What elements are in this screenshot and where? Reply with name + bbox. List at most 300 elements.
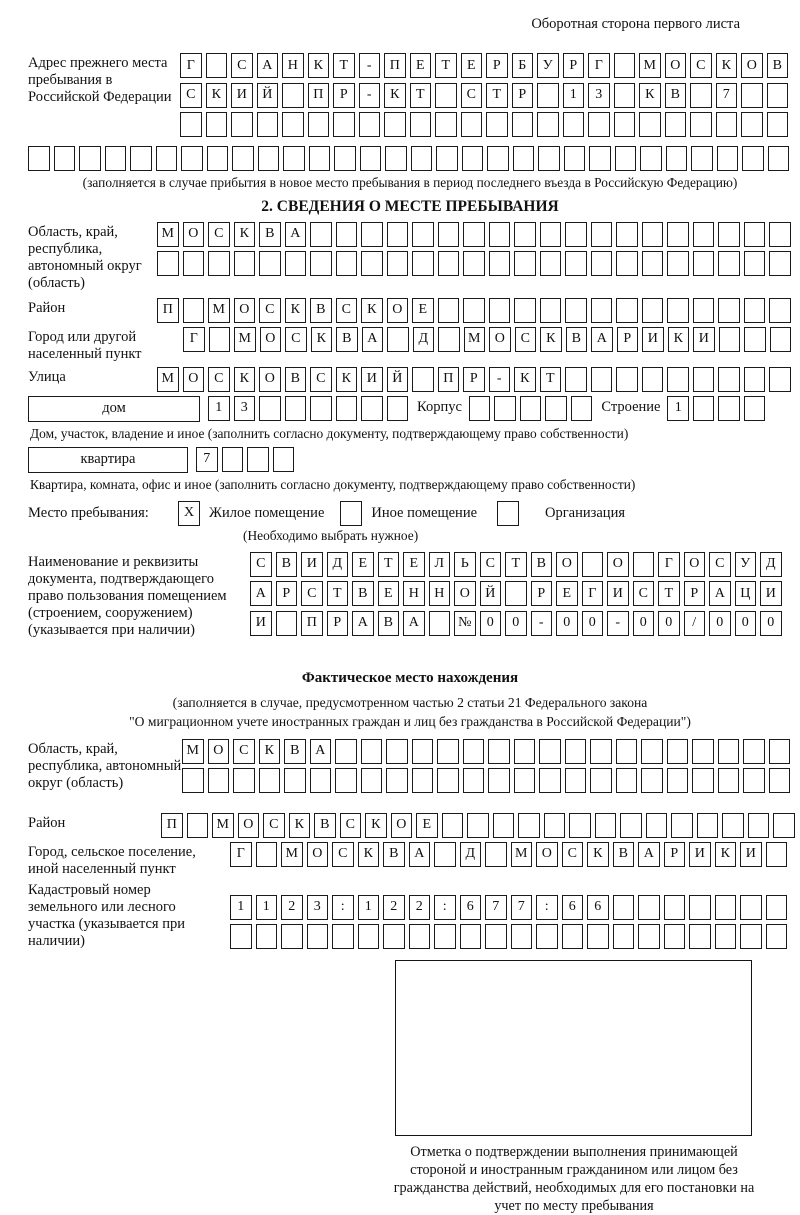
char-cell <box>540 298 562 323</box>
char-cell <box>361 739 383 764</box>
prev-address-line-2 <box>180 83 788 108</box>
stay-type-note: (Необходимо выбрать нужное) <box>243 527 419 543</box>
prev-address-line-3 <box>180 112 788 137</box>
char-cell <box>769 222 791 247</box>
char-cell: А <box>409 842 431 867</box>
char-cell <box>310 251 332 276</box>
char-cell <box>513 146 535 171</box>
char-cell: Е <box>412 298 434 323</box>
char-cell <box>538 146 560 171</box>
char-cell <box>769 768 791 793</box>
char-cell <box>285 251 307 276</box>
char-cell <box>387 327 409 352</box>
char-cell: Г <box>658 552 680 577</box>
option-organization-label: Организация <box>545 504 625 521</box>
stay-type-label: Место пребывания: <box>28 504 149 521</box>
char-cell <box>463 298 485 323</box>
char-cell: В <box>314 813 336 838</box>
char-cell <box>590 739 612 764</box>
char-cell: Й <box>480 581 502 606</box>
char-cell <box>332 924 354 949</box>
char-cell: В <box>613 842 635 867</box>
char-cell: 0 <box>480 611 502 636</box>
char-cell: К <box>358 842 380 867</box>
char-cell <box>667 298 689 323</box>
char-cell <box>740 895 762 920</box>
char-cell <box>616 222 638 247</box>
char-cell: С <box>285 327 307 352</box>
char-cell: С <box>336 298 358 323</box>
char-cell <box>387 222 409 247</box>
char-cell: О <box>387 298 409 323</box>
house-note: Дом, участок, владение и иное (заполнить согласно документу, подтверждающему право собственности) <box>30 425 629 441</box>
char-cell: К <box>384 83 406 108</box>
char-cell <box>642 251 664 276</box>
char-cell: 1 <box>563 83 585 108</box>
checkbox-residential: X <box>178 501 200 526</box>
city-line <box>183 327 791 352</box>
char-cell <box>697 813 719 838</box>
char-cell: Д <box>413 327 435 352</box>
actual-city-row <box>28 842 792 878</box>
char-cell <box>230 924 252 949</box>
char-cell <box>187 813 209 838</box>
char-cell: Р <box>664 842 686 867</box>
char-cell <box>273 447 295 472</box>
char-cell <box>157 251 179 276</box>
char-cell <box>514 222 536 247</box>
char-cell <box>743 768 765 793</box>
char-cell: А <box>352 611 374 636</box>
char-cell: 6 <box>587 895 609 920</box>
char-cell: С <box>690 53 712 78</box>
char-cell <box>569 813 591 838</box>
char-cell: Г <box>588 53 610 78</box>
document-line-2 <box>250 581 782 606</box>
char-cell <box>461 112 483 137</box>
char-cell <box>766 895 788 920</box>
char-cell <box>770 327 792 352</box>
char-cell <box>718 251 740 276</box>
char-cell <box>434 842 456 867</box>
char-cell: У <box>537 53 559 78</box>
char-cell: Р <box>486 53 508 78</box>
char-cell: 7 <box>196 447 218 472</box>
char-cell: 3 <box>234 396 256 421</box>
char-cell: У <box>735 552 757 577</box>
char-cell <box>767 112 789 137</box>
char-cell: М <box>511 842 533 867</box>
char-cell: И <box>361 367 383 392</box>
actual-region-line-1 <box>182 739 790 764</box>
char-cell <box>740 924 762 949</box>
char-cell: И <box>607 581 629 606</box>
char-cell: Т <box>505 552 527 577</box>
char-cell <box>693 222 715 247</box>
char-cell: М <box>464 327 486 352</box>
document-row <box>28 552 792 656</box>
char-cell: О <box>234 298 256 323</box>
char-cell: Е <box>403 552 425 577</box>
char-cell: 0 <box>709 611 731 636</box>
char-cell <box>54 146 76 171</box>
char-cell <box>590 768 612 793</box>
char-cell <box>537 83 559 108</box>
char-cell <box>664 895 686 920</box>
char-cell: Б <box>512 53 534 78</box>
char-cell: О <box>665 53 687 78</box>
char-cell <box>438 327 460 352</box>
char-cell <box>741 112 763 137</box>
stay-type-row <box>28 501 792 526</box>
char-cell: Ц <box>735 581 757 606</box>
char-cell <box>540 251 562 276</box>
char-cell: И <box>250 611 272 636</box>
char-cell: К <box>289 813 311 838</box>
char-cell <box>28 146 50 171</box>
char-cell: 0 <box>582 611 604 636</box>
char-cell <box>183 251 205 276</box>
char-cell: Н <box>403 581 425 606</box>
char-cell <box>744 222 766 247</box>
char-cell <box>715 895 737 920</box>
char-cell: О <box>208 739 230 764</box>
char-cell <box>565 739 587 764</box>
char-cell: / <box>684 611 706 636</box>
char-cell <box>718 298 740 323</box>
char-cell: М <box>639 53 661 78</box>
char-cell <box>180 112 202 137</box>
char-cell: О <box>536 842 558 867</box>
char-cell <box>256 924 278 949</box>
stamp-caption: Отметка о подтверждении выполнения принимающей стороной и иностранным гражданином или лицом без гражданства действий, необходимых для его постановки на учет по месту пребывания <box>393 1143 755 1214</box>
city-label: Город или другой населенный пункт <box>28 328 142 362</box>
char-cell <box>234 251 256 276</box>
char-cell <box>208 251 230 276</box>
char-cell <box>588 112 610 137</box>
char-cell: А <box>250 581 272 606</box>
char-cell: Л <box>429 552 451 577</box>
char-cell <box>256 842 278 867</box>
actual-region-line-2 <box>182 768 790 793</box>
char-cell: К <box>668 327 690 352</box>
char-cell <box>520 396 542 421</box>
char-cell: М <box>281 842 303 867</box>
char-cell <box>591 367 613 392</box>
char-cell: 1 <box>667 396 689 421</box>
char-cell: Г <box>582 581 604 606</box>
char-cell: К <box>540 327 562 352</box>
char-cell: С <box>208 222 230 247</box>
char-cell: 3 <box>307 895 329 920</box>
apartment-row <box>28 447 792 473</box>
char-cell <box>282 83 304 108</box>
char-cell <box>335 739 357 764</box>
document-cell-rows <box>250 552 782 641</box>
char-cell <box>665 112 687 137</box>
char-cell: О <box>259 367 281 392</box>
char-cell: А <box>257 53 279 78</box>
actual-city-label: Город, сельское поселение, иной населенный пункт <box>28 843 196 877</box>
char-cell <box>307 924 329 949</box>
char-cell <box>247 447 269 472</box>
char-cell <box>361 396 383 421</box>
char-cell: С <box>515 327 537 352</box>
char-cell <box>361 768 383 793</box>
char-cell <box>463 739 485 764</box>
street-row <box>28 367 792 392</box>
char-cell <box>435 83 457 108</box>
char-cell <box>485 842 507 867</box>
char-cell: Е <box>461 53 483 78</box>
char-cell <box>537 112 559 137</box>
actual-district-row <box>28 813 792 838</box>
char-cell: 7 <box>511 895 533 920</box>
char-cell: К <box>234 222 256 247</box>
char-cell <box>385 146 407 171</box>
char-cell <box>434 924 456 949</box>
char-cell <box>410 112 432 137</box>
char-cell: О <box>489 327 511 352</box>
char-cell <box>334 146 356 171</box>
char-cell: 1 <box>230 895 252 920</box>
char-cell: Р <box>327 611 349 636</box>
char-cell: Р <box>276 581 298 606</box>
char-cell: Т <box>333 53 355 78</box>
cadastral-line-1 <box>230 895 792 920</box>
region-row <box>28 222 792 294</box>
char-cell <box>486 112 508 137</box>
char-cell: Д <box>460 842 482 867</box>
char-cell <box>690 83 712 108</box>
char-cell <box>715 924 737 949</box>
char-cell <box>206 112 228 137</box>
char-cell: К <box>311 327 333 352</box>
char-cell <box>488 739 510 764</box>
char-cell: М <box>157 367 179 392</box>
char-cell <box>283 146 305 171</box>
char-cell <box>361 251 383 276</box>
char-cell: К <box>361 298 383 323</box>
district-label: Район <box>28 299 66 316</box>
char-cell: В <box>378 611 400 636</box>
char-cell <box>438 222 460 247</box>
char-cell: А <box>591 327 613 352</box>
char-cell <box>336 222 358 247</box>
char-cell <box>412 222 434 247</box>
prev-address-cell-rows <box>180 53 788 142</box>
char-cell: В <box>767 53 789 78</box>
street-label: Улица <box>28 368 66 385</box>
actual-district-label: Район <box>28 814 66 831</box>
char-cell <box>591 298 613 323</box>
char-cell <box>281 924 303 949</box>
cadastral-row <box>28 882 792 956</box>
char-cell <box>285 396 307 421</box>
char-cell <box>667 367 689 392</box>
char-cell <box>692 739 714 764</box>
char-cell <box>769 739 791 764</box>
char-cell: О <box>556 552 578 577</box>
char-cell: : <box>434 895 456 920</box>
char-cell: Р <box>333 83 355 108</box>
char-cell <box>505 581 527 606</box>
char-cell <box>333 112 355 137</box>
char-cell <box>336 396 358 421</box>
char-cell: О <box>684 552 706 577</box>
prev-address-line-4 <box>28 146 792 171</box>
char-cell: 0 <box>658 611 680 636</box>
char-cell: В <box>285 367 307 392</box>
char-cell: И <box>693 327 715 352</box>
char-cell <box>409 924 431 949</box>
char-cell <box>412 768 434 793</box>
char-cell <box>539 739 561 764</box>
char-cell <box>767 83 789 108</box>
char-cell <box>766 924 788 949</box>
char-cell <box>562 924 584 949</box>
char-cell <box>336 251 358 276</box>
char-cell <box>571 396 593 421</box>
char-cell <box>494 396 516 421</box>
char-cell: К <box>206 83 228 108</box>
char-cell: П <box>157 298 179 323</box>
char-cell <box>613 924 635 949</box>
char-cell <box>565 768 587 793</box>
actual-location-note-1: (заполняется в случае, предусмотренном частью 2 статьи 21 Федерального закона <box>172 694 648 710</box>
char-cell: В <box>531 552 553 577</box>
actual-location-note-2: "О миграционном учете иностранных граждан и лиц без гражданства в Российской Федерации") <box>129 713 691 729</box>
char-cell: О <box>260 327 282 352</box>
char-cell: М <box>234 327 256 352</box>
char-cell <box>489 222 511 247</box>
char-cell: В <box>276 552 298 577</box>
char-cell <box>692 768 714 793</box>
district-row <box>28 298 792 323</box>
char-cell <box>591 222 613 247</box>
char-cell: 0 <box>760 611 782 636</box>
option-residential-label: Жилое помещение <box>209 504 325 521</box>
char-cell: С <box>250 552 272 577</box>
char-cell <box>233 768 255 793</box>
char-cell <box>646 813 668 838</box>
char-cell: 0 <box>556 611 578 636</box>
char-cell: 3 <box>588 83 610 108</box>
char-cell: 7 <box>716 83 738 108</box>
document-label: Наименование и реквизиты документа, подтверждающего право пользования помещением (строением, сооружением) (указывается при наличии) <box>28 553 227 638</box>
char-cell: Д <box>327 552 349 577</box>
apartment-box: квартира <box>28 447 188 473</box>
char-cell: № <box>454 611 476 636</box>
char-cell: С <box>461 83 483 108</box>
section2-title: 2. СВЕДЕНИЯ О МЕСТЕ ПРЕБЫВАНИЯ <box>261 197 559 215</box>
char-cell <box>383 924 405 949</box>
char-cell: В <box>336 327 358 352</box>
char-cell: Р <box>684 581 706 606</box>
char-cell: Н <box>429 581 451 606</box>
char-cell: Р <box>463 367 485 392</box>
char-cell: : <box>536 895 558 920</box>
char-cell <box>308 112 330 137</box>
apartment-note: Квартира, комната, офис и иное (заполнить согласно документу, подтверждающему право собственности) <box>30 476 636 492</box>
actual-district-line <box>161 813 795 838</box>
char-cell <box>718 222 740 247</box>
char-cell: Й <box>257 83 279 108</box>
char-cell: К <box>365 813 387 838</box>
char-cell: Т <box>435 53 457 78</box>
char-cell: С <box>709 552 731 577</box>
char-cell: П <box>161 813 183 838</box>
char-cell <box>358 924 380 949</box>
char-cell <box>744 367 766 392</box>
char-cell: Р <box>563 53 585 78</box>
char-cell <box>743 739 765 764</box>
char-cell <box>412 739 434 764</box>
region-label: Область, край, республика, автономный округ (область) <box>28 223 142 291</box>
char-cell <box>182 768 204 793</box>
char-cell <box>206 53 228 78</box>
char-cell: П <box>301 611 323 636</box>
char-cell: П <box>384 53 406 78</box>
char-cell: 6 <box>460 895 482 920</box>
street-line <box>157 367 791 392</box>
char-cell <box>463 251 485 276</box>
char-cell: А <box>285 222 307 247</box>
char-cell: С <box>259 298 281 323</box>
char-cell <box>614 112 636 137</box>
char-cell <box>773 813 795 838</box>
char-cell <box>640 146 662 171</box>
char-cell: В <box>383 842 405 867</box>
char-cell <box>489 298 511 323</box>
char-cell <box>614 83 636 108</box>
char-cell: С <box>480 552 502 577</box>
char-cell <box>231 112 253 137</box>
char-cell <box>718 739 740 764</box>
char-cell <box>719 327 741 352</box>
char-cell: И <box>689 842 711 867</box>
char-cell: О <box>391 813 413 838</box>
char-cell <box>620 813 642 838</box>
char-cell <box>514 298 536 323</box>
char-cell <box>462 146 484 171</box>
char-cell: К <box>308 53 330 78</box>
char-cell: К <box>259 739 281 764</box>
char-cell: А <box>310 739 332 764</box>
char-cell <box>689 924 711 949</box>
char-cell: 0 <box>735 611 757 636</box>
char-cell <box>467 813 489 838</box>
char-cell: Е <box>410 53 432 78</box>
cadastral-line-2 <box>230 924 792 949</box>
char-cell: С <box>332 842 354 867</box>
actual-region-label: Область, край, республика, автономный округ (область) <box>28 740 182 791</box>
char-cell: Е <box>352 552 374 577</box>
char-cell <box>638 924 660 949</box>
char-cell <box>258 146 280 171</box>
city-row <box>28 327 792 363</box>
char-cell <box>209 327 231 352</box>
stroenie-cells <box>667 396 765 421</box>
char-cell: А <box>362 327 384 352</box>
char-cell: - <box>359 83 381 108</box>
char-cell: И <box>642 327 664 352</box>
char-cell: К <box>336 367 358 392</box>
char-cell <box>769 367 791 392</box>
char-cell <box>412 251 434 276</box>
char-cell <box>512 112 534 137</box>
char-cell: П <box>308 83 330 108</box>
